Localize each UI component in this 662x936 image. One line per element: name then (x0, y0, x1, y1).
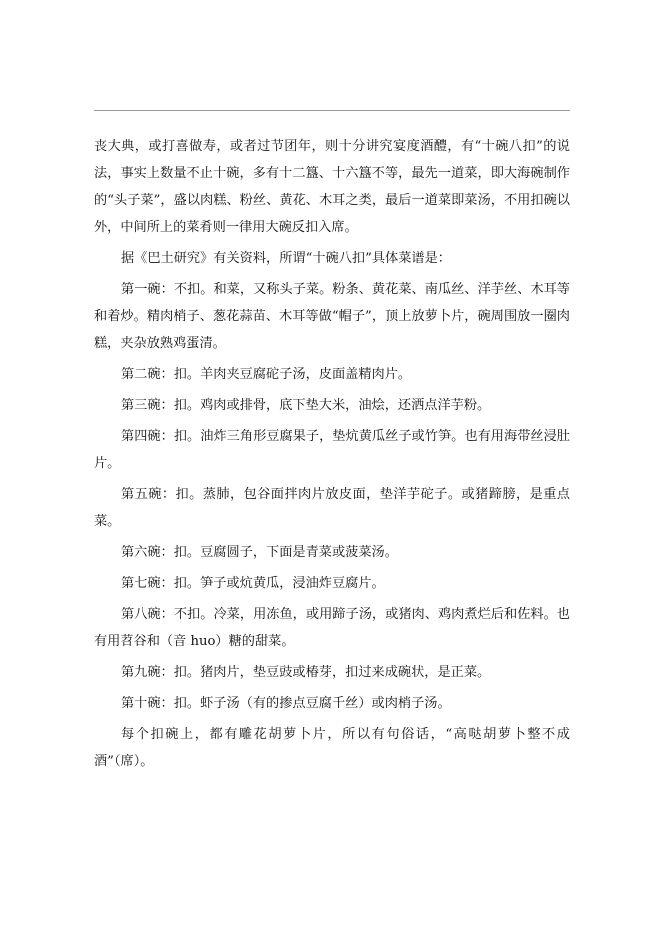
paragraph-closing: 每个扣碗上，都有雕花胡萝卜片，所以有句俗话，“高哒胡萝卜整不成酒”（席）。 (94, 727, 570, 769)
paragraph-bowl-10: 第十碗：扣。虾子汤（有的掺点豆腐千丝）或肉梢子汤。 (121, 696, 451, 711)
paragraph-bowl-5: 第五碗：扣。蒸肺，包谷面拌肉片放皮面，垫洋芋砣子。或猪蹄膀，是重点菜。 (94, 487, 570, 529)
paragraph-bowl-6: 第六碗：扣。豆腐圆子，下面是青菜或菠菜汤。 (121, 545, 398, 560)
paragraph-bowl-9: 第九碗：扣。猪肉片，垫豆豉或椿芽，扣过来成碗状，是正菜。 (121, 665, 491, 680)
paragraph-menu-source: 据《巴土研究》有关资料，所谓“十碗八扣”具体菜谱是： (121, 251, 451, 266)
paragraph-bowl-3: 第三碗：扣。鸡肉或排骨，底下垫大米，油烩，还洒点洋芋粉。 (121, 398, 491, 413)
paragraph-bowl-2: 第二碗：扣。羊肉夹豆腐砣子汤，皮面盖精肉片。 (121, 367, 412, 382)
paragraph-bowl-8: 第八碗：不扣。冷菜，用冻鱼，或用蹄子汤，或猪肉、鸡肉煮烂后和佐料。也有用苕谷和（音 huo）糖的甜菜。 (94, 607, 570, 649)
paragraph-intro: 丧大典，或打喜做寿，或者过节团年，则十分讲究宴度酒醴，有“十碗八扣”的说法，事实上数量不止十碗，多有十二簋、十六簋不等，最先一道菜，即大海碗制作的“头子菜”，盛以肉糕、粉丝、黄花、木耳之类，最后一道菜即菜汤，不用扣碗以外，中间所上的菜肴则一律用大碗反扣入席。 (94, 139, 570, 235)
document-body (94, 133, 570, 779)
paragraph-bowl-4: 第四碗：扣。油炸三角形豆腐果子，垫炕黄瓜丝子或竹笋。也有用海带丝浸肚片。 (94, 429, 570, 471)
paragraph-bowl-1: 第一碗：不扣。和菜，又称头子菜。粉条、黄花菜、南瓜丝、洋芋丝、木耳等和着炒。精肉梢子、葱花蒜苗、木耳等做“帽子”，顶上放萝卜片，碗周围放一圈肉糕，夹杂放熟鸡蛋清。 (94, 282, 570, 351)
paragraph-bowl-7: 第七碗：扣。笋子或炕黄瓜，浸油炸豆腐片。 (121, 576, 385, 591)
header-rule (94, 110, 570, 111)
